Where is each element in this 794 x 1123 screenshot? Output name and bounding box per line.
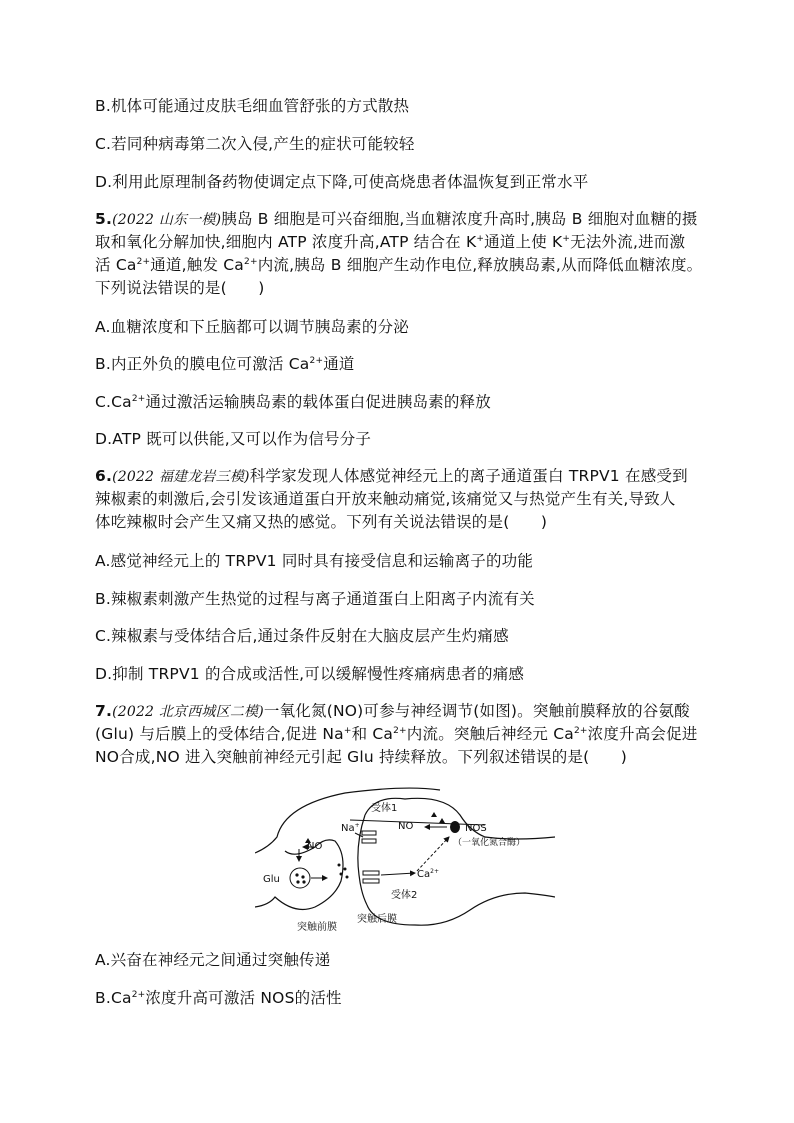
sup: + <box>476 234 485 244</box>
q7-stem-line1 <box>95 701 690 722</box>
q5-text-1: 胰岛 B 细胞是可兴奋细胞,当血糖浓度升高时,胰岛 B 细胞对血糖的摄 <box>221 210 698 228</box>
prev-option-d: D.利用此原理制备药物使调定点下降,可使高烧患者体温恢复到正常水平 <box>95 173 589 191</box>
q5-text-2c: 无法外流,进而激 <box>570 233 686 251</box>
label-no-left: NO <box>307 841 323 852</box>
sup: 2+ <box>136 257 151 267</box>
q5-stem-line4: 下列说法错误的是( ) <box>95 279 265 297</box>
sup: 2+ <box>131 990 146 1000</box>
q5-text-3b: 通道,触发 Ca <box>150 256 245 274</box>
q5-text-3a: 活 Ca <box>95 256 137 274</box>
nos-blob <box>450 821 460 833</box>
vesicle-dot <box>296 880 299 883</box>
prev-option-c: C.若同种病毒第二次入侵,产生的症状可能较轻 <box>95 135 415 153</box>
q7-stem-line2 <box>95 724 698 744</box>
sup: 2+ <box>573 726 588 736</box>
q5-option-b <box>95 354 355 374</box>
q7-text-2a: (Glu) 与后膜上的受体结合,促进 Na <box>95 725 344 743</box>
q5-option-c <box>95 392 491 412</box>
receptor2-channel <box>363 871 379 875</box>
q7-optb-b: 浓度升高可激活 NOS的活性 <box>145 989 342 1007</box>
sup: 2+ <box>309 356 324 366</box>
sup: 2+ <box>131 394 146 404</box>
q6-stem-line1 <box>95 466 688 487</box>
vesicle-dot <box>301 875 304 878</box>
arrow-ca-nos <box>417 837 449 871</box>
q5-option-d: D.ATP 既可以供能,又可以作为信号分子 <box>95 430 372 448</box>
label-glu: Glu <box>263 874 280 885</box>
q5-text-3c: 内流,胰岛 B 细胞产生动作电位,释放胰岛素,从而降低血糖浓度。 <box>257 256 703 274</box>
sup: + <box>343 726 352 736</box>
q7-source: (2022 北京西城区二模) <box>112 704 264 720</box>
label-nos-note: （一氧化氮合酶） <box>453 838 526 848</box>
q5-optb-a: B.内正外负的膜电位可激活 Ca <box>95 355 310 373</box>
q5-optc-b: 通过激活运输胰岛素的载体蛋白促进胰岛素的释放 <box>145 393 491 411</box>
label-na: Na+ <box>341 822 360 834</box>
vesicle-dot <box>302 880 305 883</box>
label-receptor1: 受体1 <box>371 803 398 814</box>
label-nos: NOS <box>465 823 487 834</box>
q5-number: 5. <box>95 210 113 228</box>
q6-option-c: C.辣椒素与受体结合后,通过条件反射在大脑皮层产生灼痛感 <box>95 627 509 645</box>
label-ca: $Ca^{2+}$ <box>417 868 439 880</box>
q5-stem-line3 <box>95 255 702 275</box>
glu-dot <box>346 876 349 879</box>
q5-stem-line2 <box>95 232 685 252</box>
q7-optb-a: B.Ca <box>95 989 132 1007</box>
q5-text-2b: 通道上使 K <box>484 233 563 251</box>
prev-option-b: B.机体可能通过皮肤毛细血管舒张的方式散热 <box>95 97 410 115</box>
sup: 2+ <box>393 726 407 736</box>
no-triangle <box>431 812 437 817</box>
synapse-diagram <box>255 785 555 935</box>
q5-optc-a: C.Ca <box>95 393 132 411</box>
arrow-ca-in <box>381 873 415 875</box>
q6-text-1: 科学家发现人体感觉神经元上的离子通道蛋白 TRPV1 在感受到 <box>249 467 688 485</box>
q5-optb-b: 通道 <box>323 355 355 373</box>
glu-dot <box>338 864 341 867</box>
q7-text-2c: 内流。突触后神经元 Ca <box>406 725 574 743</box>
label-receptor2: 受体2 <box>391 890 418 901</box>
q7-option-b <box>95 988 342 1008</box>
q5-stem-line1 <box>95 209 698 230</box>
vesicle-dot <box>295 873 298 876</box>
q5-option-a: A.血糖浓度和下丘脑都可以调节胰岛素的分泌 <box>95 318 409 336</box>
q6-stem-line3: 体吃辣椒时会产生又痛又热的感觉。下列有关说法错误的是( ) <box>95 513 548 531</box>
q6-option-d: D.抑制 TRPV1 的合成或活性,可以缓解慢性疼痛病患者的痛感 <box>95 665 525 683</box>
glu-dot <box>340 873 343 876</box>
sup: 2+ <box>244 257 258 267</box>
q7-stem-line3: NO合成,NO 进入突触前神经元引起 Glu 持续释放。下列叙述错误的是( ) <box>95 748 628 766</box>
receptor1-channel <box>362 831 376 835</box>
label-pre-membrane: 突触前膜 <box>297 922 337 933</box>
q6-source: (2022 福建龙岩三模) <box>112 469 250 485</box>
label-post-membrane: 突触后膜 <box>357 914 397 925</box>
q7-number: 7. <box>95 702 113 720</box>
no-triangle <box>439 818 445 823</box>
q5-source: (2022 山东一模) <box>112 212 222 228</box>
q7-text-2d: 浓度升高会促进 <box>587 725 698 743</box>
q6-option-b: B.辣椒素刺激产生热觉的过程与离子通道蛋白上阳离子内流有关 <box>95 590 535 608</box>
q6-option-a: A.感觉神经元上的 TRPV1 同时具有接受信息和运输离子的功能 <box>95 552 534 570</box>
q7-text-2b: 和 Ca <box>351 725 394 743</box>
label-no-top: NO <box>398 821 414 832</box>
q6-stem-line2: 辣椒素的刺激后,会引发该通道蛋白开放来触动痛觉,该痛觉又与热觉产生有关,导致人 <box>95 490 676 508</box>
receptor1-channel-b <box>362 839 376 843</box>
glu-dot <box>344 868 347 871</box>
vesicle <box>290 868 310 888</box>
q6-number: 6. <box>95 467 113 485</box>
q7-text-1: 一氧化氮(NO)可参与神经调节(如图)。突触前膜释放的谷氨酸 <box>263 702 690 720</box>
sup: + <box>562 234 571 244</box>
q7-option-a: A.兴奋在神经元之间通过突触传递 <box>95 951 331 969</box>
q5-text-2a: 取和氧化分解加快,细胞内 ATP 浓度升高,ATP 结合在 K <box>95 233 477 251</box>
receptor2-channel-b <box>363 879 379 883</box>
